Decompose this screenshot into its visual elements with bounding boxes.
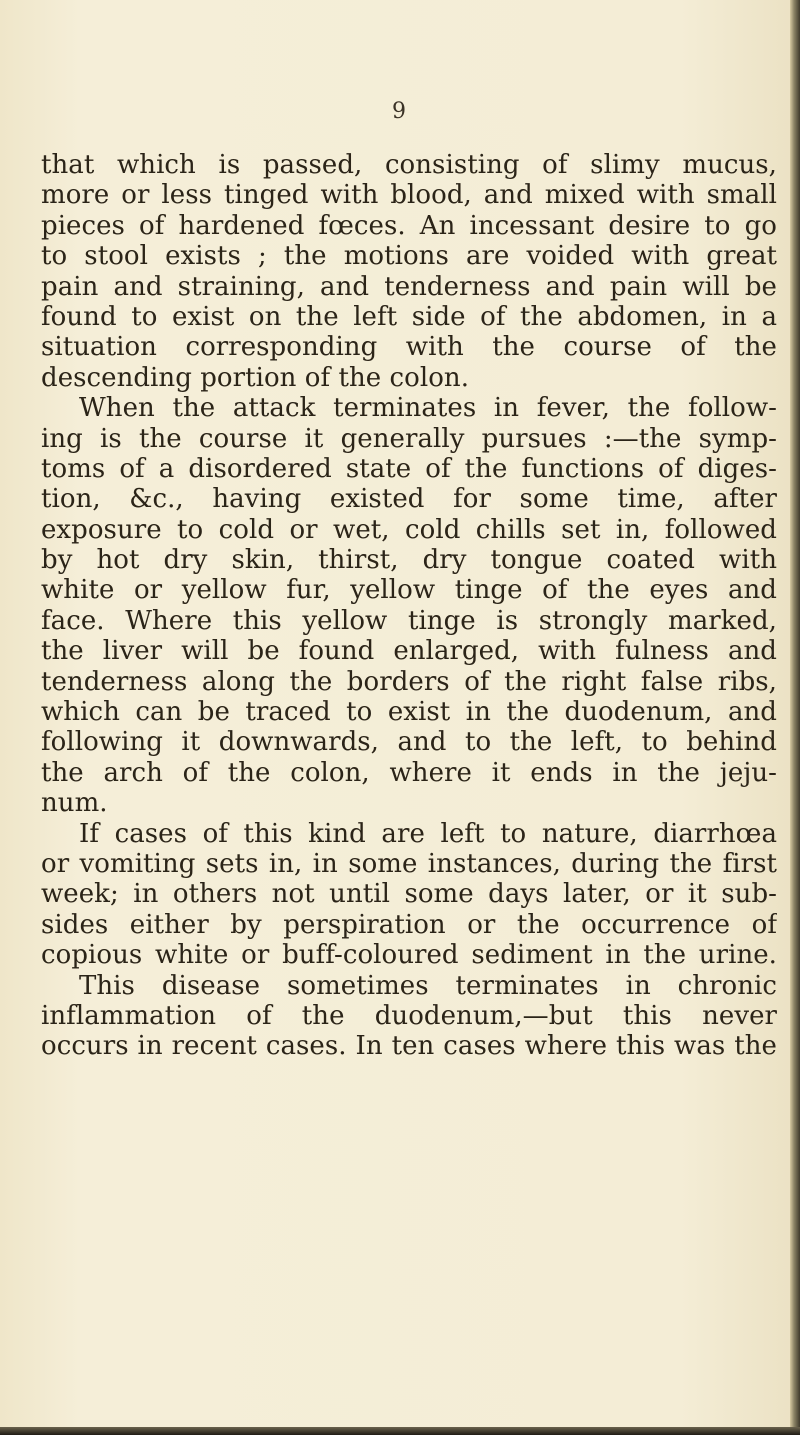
text-line: sides either by perspiration or the occurrence of (41, 909, 777, 940)
text-line: If cases of this kind are left to nature, diarrhœa (79, 818, 777, 849)
text-line: tenderness along the borders of the right false ribs, (41, 666, 777, 697)
text-line: pain and straining, and tenderness and pain will be (41, 271, 777, 302)
text-line: copious white or buff-coloured sediment in the urine. (41, 940, 777, 971)
text-line: ing is the course it generally pursues :—the symp- (41, 423, 777, 454)
text-line: by hot dry skin, thirst, dry tongue coated with (41, 545, 777, 576)
text-line: face. Where this yellow tinge is strongly marked, (41, 605, 777, 636)
text-line: When the attack terminates in fever, the follow- (79, 393, 777, 424)
text-line: situation corresponding with the course of the (41, 332, 777, 363)
text-line: This disease sometimes terminates in chronic (79, 970, 777, 1001)
text-line: following it downwards, and to the left, to behind (41, 727, 777, 758)
text-line: num. (41, 788, 108, 819)
text-line: found to exist on the left side of the abdomen, in a (41, 301, 777, 332)
text-line: or vomiting sets in, in some instances, during the first (41, 848, 777, 879)
page-bottom-edge (0, 1427, 800, 1435)
page-number: 9 (392, 99, 406, 124)
text-line: the liver will be found enlarged, with fulness and (41, 636, 777, 667)
text-line: the arch of the colon, where it ends in the jeju- (41, 757, 777, 788)
page-edge-shadow (790, 0, 800, 1435)
text-line: that which is passed, consisting of slimy mucus, (41, 150, 777, 180)
text-line: descending portion of the colon. (41, 362, 470, 393)
text-line: toms of a disordered state of the functions of diges- (41, 453, 777, 484)
body-text (41, 150, 777, 1062)
text-line: exposure to cold or wet, cold chills set in, followed (41, 514, 777, 545)
text-line: occurs in recent cases. In ten cases where this was the (41, 1031, 777, 1062)
text-line: inflammation of the duodenum,—but this never (41, 1000, 777, 1031)
text-line: more or less tinged with blood, and mixed with small (41, 180, 777, 211)
text-line: pieces of hardened fœces. An incessant desire to go (41, 210, 777, 241)
text-line: tion, &c., having existed for some time, after (41, 484, 777, 515)
text-line: to stool exists ; the motions are voided with great (41, 241, 777, 272)
text-line: week; in others not until some days later, or it sub- (41, 879, 777, 910)
text-line: white or yellow fur, yellow tinge of the eyes and (41, 575, 777, 606)
text-line: which can be traced to exist in the duodenum, and (41, 697, 777, 728)
